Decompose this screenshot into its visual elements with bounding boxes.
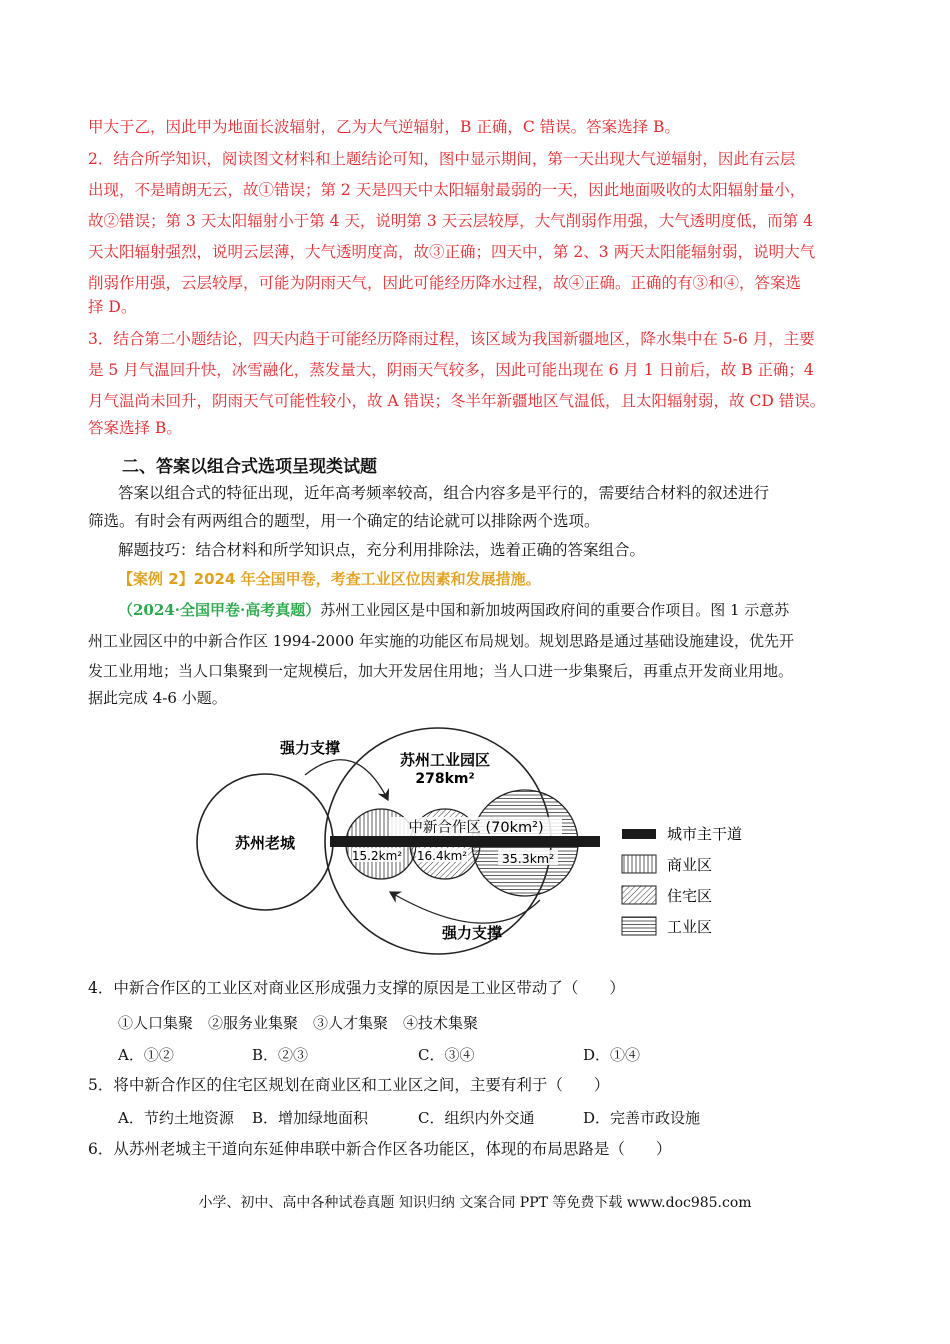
intro-tip: 解题技巧：结合材料和所学知识点，充分利用排除法，选着正确的答案组合。 — [118, 541, 646, 559]
material-line — [118, 600, 898, 620]
option-b[interactable]: B．②③ — [252, 1046, 309, 1064]
layout-diagram — [190, 720, 770, 970]
page-footer: 小学、初中、高中各种试卷真题 知识归纳 文案合同 PPT 等免费下载 www.doc985.com — [198, 1195, 752, 1211]
answer-line: 甲大于乙，因此甲为地面长波辐射，乙为大气逆辐射，B 正确，C 错误。答案选择 B。 — [88, 118, 680, 136]
legend — [622, 825, 742, 936]
material-line: 发工业用地；当人口集聚到一定规模后，加大开发居住用地；当人口进一步集聚后，再重点开发商业用地。 — [88, 662, 794, 680]
support-arrow-top — [305, 760, 388, 800]
option-d[interactable]: D．完善市政设施 — [583, 1109, 701, 1127]
option-b[interactable]: B．增加绿地面积 — [252, 1109, 369, 1127]
material-line: 州工业园区中的中新合作区 1994-2000 年实施的功能区布局规划。规划思路是通过基础设施建设，优先开 — [88, 632, 794, 650]
option-a[interactable]: A．节约土地资源 — [118, 1109, 234, 1127]
park-name: 苏州工业园区 — [399, 751, 491, 769]
answer-line: 择 D。 — [88, 298, 137, 316]
option-a[interactable]: A．①② — [118, 1046, 174, 1064]
question-items: ①人口集聚 ②服务业集聚 ③人才集聚 ④技术集聚 — [118, 1014, 479, 1032]
intro-line: 筛选。有时会有两两组合的题型，用一个确定的结论就可以排除两个选项。 — [88, 512, 600, 530]
answer-line: 3．结合第二小题结论，四天内趋于可能经历降雨过程，该区域为我国新疆地区，降水集中在 5-6 月，主要 — [88, 330, 815, 348]
legend-road-label: 城市主干道 — [667, 825, 743, 843]
support-label-top: 强力支撑 — [279, 739, 341, 757]
commercial-area-label: 15.2km² — [351, 849, 403, 863]
question-stem: 6．从苏州老城主干道向东延伸串联中新合作区各功能区，体现的布局思路是（ ） — [88, 1140, 672, 1158]
option-c[interactable]: C．③④ — [418, 1046, 475, 1064]
park-area: 278km² — [415, 771, 475, 787]
option-d[interactable]: D．①④ — [583, 1046, 641, 1064]
zone-label: 中新合作区 (70km²) — [408, 820, 544, 836]
legend-residential-swatch — [622, 886, 656, 904]
section-heading: 二、答案以组合式选项呈现类试题 — [122, 457, 377, 477]
legend-commercial-label: 商业区 — [667, 856, 713, 874]
legend-industrial-swatch — [622, 917, 656, 935]
answer-line: 是 5 月气温回升快，冰雪融化，蒸发量大，阴雨天气较多，因此可能出现在 6 月 1 日前后，故 B 正确；4 — [88, 361, 814, 379]
material-text: 苏州工业园区是中国和新加坡两国政府间的重要合作项目。图 1 示意苏 — [320, 601, 790, 619]
legend-residential-label: 住宅区 — [667, 887, 713, 905]
legend-commercial-swatch — [622, 855, 656, 873]
legend-road-swatch — [622, 829, 656, 839]
intro-line: 答案以组合式的特征出现，近年高考频率较高，组合内容多是平行的，需要结合材料的叙述进行 — [118, 484, 770, 502]
support-label-bottom: 强力支撑 — [441, 924, 503, 942]
answer-line: 削弱作用强，云层较厚，可能为阴雨天气，因此可能经历降水过程，故④正确。正确的有③和④，答案选 — [88, 274, 802, 292]
material-source: （2024·全国甲卷·高考真题） — [118, 601, 321, 619]
old-city-label: 苏州老城 — [234, 834, 296, 852]
answer-line: 月气温尚未回升，阴雨天气可能性较小，故 A 错误；冬半年新疆地区气温低，且太阳辐射弱，故 CD 错误。 — [88, 392, 826, 410]
question-stem: 5．将中新合作区的住宅区规划在商业区和工业区之间，主要有利于（ ） — [88, 1076, 610, 1094]
material-line: 据此完成 4-6 小题。 — [88, 689, 227, 707]
option-c[interactable]: C．组织内外交通 — [418, 1109, 535, 1127]
legend-industrial-label: 工业区 — [667, 918, 713, 936]
answer-line: 2．结合所学知识，阅读图文材料和上题结论可知，图中显示期间，第一天出现大气逆辐射，因此有云层 — [88, 150, 796, 168]
answer-line: 答案选择 B。 — [88, 419, 182, 437]
industrial-area-label: 35.3km² — [501, 851, 555, 866]
residential-area-label: 16.4km² — [416, 849, 468, 863]
question-stem: 4．中新合作区的工业区对商业区形成强力支撑的原因是工业区带动了（ ） — [88, 979, 625, 997]
main-road — [330, 836, 600, 847]
case-title: 【案例 2】2024 年全国甲卷，考查工业区位因素和发展措施。 — [118, 570, 541, 588]
support-arrow-bottom — [390, 892, 540, 923]
answer-line: 故②错误；第 3 天太阳辐射小于第 4 天，说明第 3 天云层较厚，大气削弱作用强，大气透明度低，而第 4 — [88, 212, 813, 230]
answer-line: 天太阳辐射强烈，说明云层薄，大气透明度高，故③正确；四天中，第 2、3 两天太阳能辐射弱，说明大气 — [88, 243, 816, 261]
answer-line: 出现，不是晴朗无云，故①错误；第 2 天是四天中太阳辐射最弱的一天，因此地面吸收的太阳辐射量小， — [88, 181, 806, 199]
